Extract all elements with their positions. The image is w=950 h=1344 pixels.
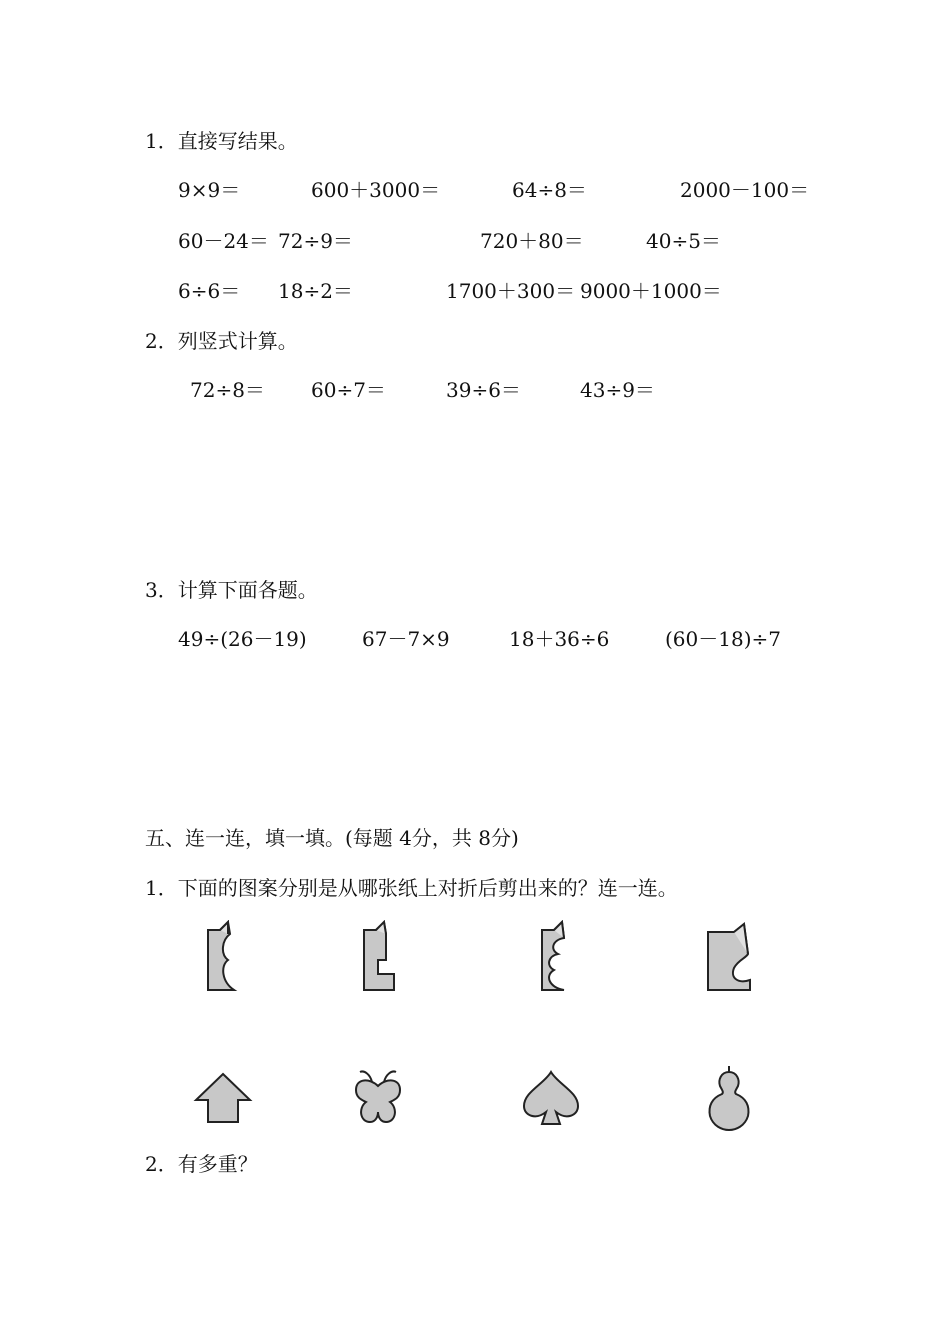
q1-expr: 9000＋1000＝ (580, 279, 722, 303)
folded-paper-step-icon (356, 920, 398, 994)
folded-paper-wave-icon (704, 918, 756, 994)
q1-expr: 720＋80＝ (480, 229, 584, 253)
q3-expr: 49÷(26－19) (178, 627, 307, 651)
q2-expr: 43÷9＝ (580, 378, 655, 402)
butterfly-shape-icon (350, 1066, 406, 1128)
q1-expr: 9×9＝ (178, 178, 241, 202)
q1-expr: 60－24＝ (178, 229, 269, 253)
q2-expr: 39÷6＝ (446, 378, 521, 402)
q3-title: 3．计算下面各题。 (145, 578, 318, 602)
folded-paper-arc-icon (200, 920, 242, 994)
q1-expr: 64÷8＝ (512, 178, 587, 202)
q1-expr: 18÷2＝ (278, 279, 353, 303)
spade-shape-icon (520, 1068, 582, 1128)
q1-expr: 600＋3000＝ (311, 178, 441, 202)
section5-title: 五、连一连，填一填。(每题 4分，共 8分) (145, 826, 519, 850)
q1-title: 1．直接写结果。 (145, 129, 298, 153)
q2-expr: 60÷7＝ (311, 378, 386, 402)
q2-expr: 72÷8＝ (190, 378, 265, 402)
arrow-shape-icon (192, 1070, 254, 1126)
q2-title: 2．列竖式计算。 (145, 329, 298, 353)
folded-paper-c-curve-icon (534, 920, 576, 994)
section5-q1-title: 1．下面的图案分别是从哪张纸上对折后剪出来的？连一连。 (145, 876, 678, 900)
q3-expr: 67－7×9 (362, 627, 450, 651)
q1-expr: 72÷9＝ (278, 229, 353, 253)
q1-expr: 1700＋300＝ (446, 279, 576, 303)
q3-expr: (60－18)÷7 (665, 627, 781, 651)
q1-expr: 6÷6＝ (178, 279, 241, 303)
q1-expr: 40÷5＝ (646, 229, 721, 253)
section5-q2-title: 2．有多重？ (145, 1152, 258, 1176)
q1-expr: 2000－100＝ (680, 178, 810, 202)
q3-expr: 18＋36÷6 (509, 627, 610, 651)
gourd-shape-icon (704, 1062, 754, 1132)
